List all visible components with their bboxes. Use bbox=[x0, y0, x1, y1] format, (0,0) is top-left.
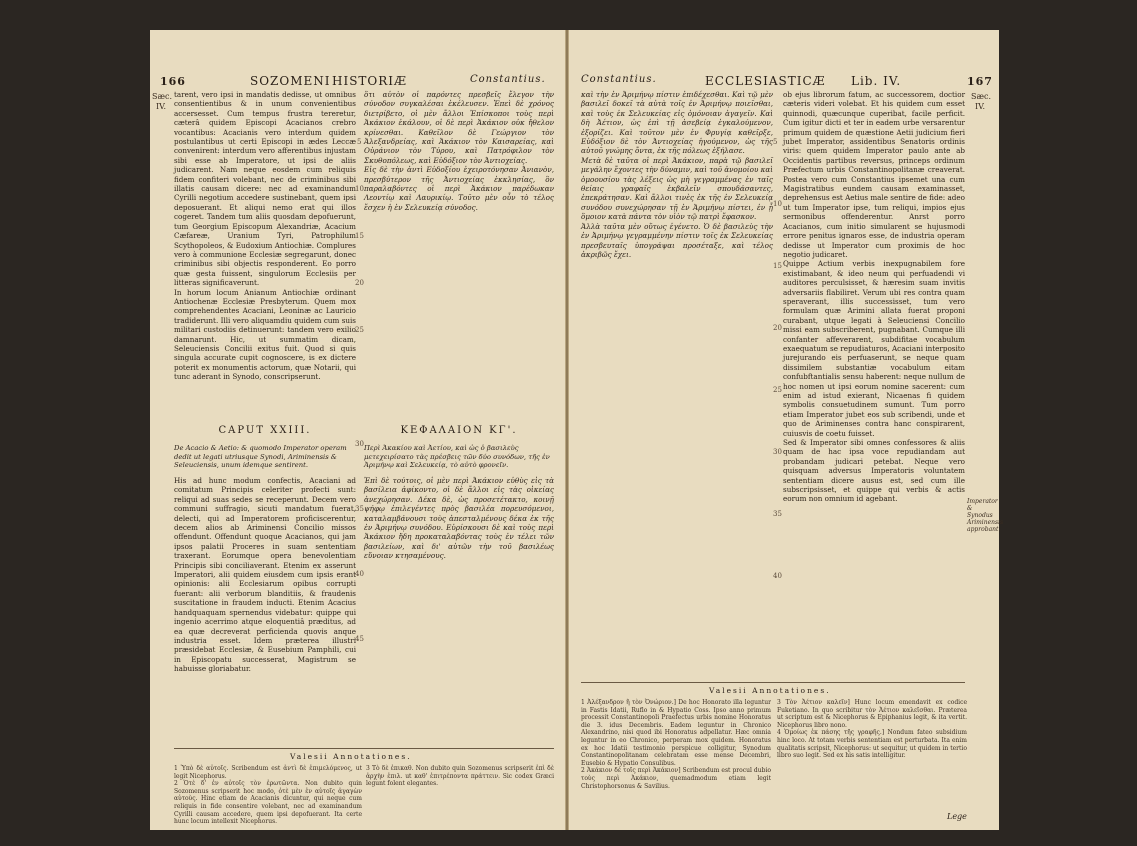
chapter-heading-latin: CAPUT XXIII. bbox=[218, 425, 312, 436]
left-margin-century: IV. bbox=[156, 102, 167, 111]
left-header-title: HISTORIÆ bbox=[332, 74, 408, 88]
chapter-summary-latin: De Acacio & Aetio: & quomodo Imperator operam dedit ut legati utriusque Synodi, Ariminensis & Seleuciensis, unum idemque sentirent. bbox=[174, 444, 347, 470]
right-annotations-column-2 bbox=[777, 699, 967, 819]
left-line-number: 35 bbox=[355, 505, 364, 513]
right-line-number: 5 bbox=[773, 138, 778, 146]
right-line-number: 35 bbox=[773, 510, 782, 518]
right-annotations-column-1 bbox=[581, 699, 771, 819]
right-latin-paragraph-3: Sed & Imperator sibi omnes confessores & aliis quam de hac ipsa voce repudiandam aut probandam judicari petebat. Neque vero quisquam adversus Imperatoris voluntatem sententiam dicere ausus est, sed cum ille subscripsisset, et quippe qui verbis & actis eorum non omnium id agebant. bbox=[783, 438, 965, 504]
right-line-number: 20 bbox=[773, 324, 782, 332]
right-line-number: 15 bbox=[773, 262, 782, 270]
right-header-title: ECCLESIASTICÆ bbox=[705, 74, 826, 88]
left-page bbox=[150, 30, 566, 830]
right-margin-note: Imperator & Synodus Ariminensis approbant. bbox=[967, 498, 1004, 533]
right-annotation-1: 1 Ἀλέξανδρον ἢ τὸν Ὁνώριον.] De hoc Honorato illa leguntur in Fastis Idatii, Ruflo in & Hypatio Coss. Ipso anno primum processit Constantinopoli Praefectus urbis nomine Honoratus die 3. idus Decembris. Eadem leguntur in Chronico Alexandrino, nisi quod ibi Honoratus adpellatur. Hæc omnia leguntur in eo Chronico, perperam mox quidem. Honoratus ex hoc Idatii testimonio perspicue colligitur, Synodum Constantinopolitanam celebratam esse mense Decembri, Eusebio & Hypatio Consulibus. bbox=[581, 699, 771, 767]
right-annotation-3: 3 Τὸν Ἀέτιον καλεῖν] Hunc locum emendavit ex codice Fuketiano. In quo scribitur τὸν Ἀέτιον καλεῖσθαι. Præterea ut scriptum est & Nicephorus & Epiphanius legit, & ita vertit. Nicephorus libro nono. bbox=[777, 699, 967, 729]
right-line-number: 30 bbox=[773, 448, 782, 456]
right-page bbox=[568, 30, 1004, 830]
left-greek-chapter-body bbox=[364, 476, 554, 744]
left-line-number: 40 bbox=[355, 570, 364, 578]
left-line-number: 45 bbox=[355, 635, 364, 643]
right-line-number: 10 bbox=[773, 200, 782, 208]
right-margin-century: IV. bbox=[975, 102, 986, 111]
left-line-number: 20 bbox=[355, 279, 364, 287]
right-greek-paragraph-3: Ἀλλὰ ταῦτα μὲν οὕτως ἐγένετο. Ὁ δὲ βασιλεὺς τὴν ἐν Ἀριμήνῳ γεγραμμένην πίστιν τοῖς ἐκ Σελευκείας πρεσβευταῖς ὑπογράψαι προσέταξε, καὶ τέλος ἀκριβῶς ἔχει. bbox=[581, 221, 773, 259]
left-header-running: Constantius. bbox=[470, 74, 546, 85]
right-latin-paragraph-1: ob ejus librorum fatum, ac successorem, doctior cæteris videri volebat. Et his quidem cum esset quinnodi, quæcunque cuperibat, facile perficit. Cum igitur dicti et ter in eadem urbe versarentur primum quidem de quæstione Aetii judicium fieri jubet Imperator, assidentibus Senatoris ordinis viris: quem quidem Imperator paulo ante ab Occidentis partibus reversus, princeps ordinum Præfectum urbis Constantinopolitanæ creaverat. Postea vero cum Constantius ipsemet una cum Magistratibus eundem causam examinasset, deprehensus est Aetius male sentire de fide: adeo ut tum Imperator ipse, tum reliqui, impios ejus sermonibus offenderentur. Anrst porro Acacianos, cum initio simularent se hujusmodi errore penitus ignaros esse, de industria operam dedisse ut Imperator cum proximis de hoc negotio judicaret. bbox=[783, 90, 965, 259]
right-header-lib: Lib. IV. bbox=[851, 74, 902, 88]
right-line-number: 25 bbox=[773, 386, 782, 394]
left-line-number: 30 bbox=[355, 440, 364, 448]
left-greek-column bbox=[364, 90, 554, 420]
left-annotations-rule bbox=[174, 748, 554, 749]
right-latin-paragraph-2: Quippe Actium verbis inexpugnabilem fore existimabant, & ideo neum qui perfuadendi vi auditores perculsisset, & hæresim suam invitis adversariis flabiliret. Verum ubi res contra quam speraverant, illis successisset, tum vero formulam quæ Arimini allata fuerat proponi curabant, utque legati à Seleuciensi Concilio missi eam subscriberent, pugnabant. Cumque illi confanter affeverarent, subdifitae vocabulum exaequatum se repudiaturos, Acaciani interposito jurejurando eis perfuaserunt, se neque quam dissimilem substantiæ vocabulum eitam confubftantialis sensu haberent: neque nullum de hoc nomen ut ipsi eorum nomine sacerent: cum enim ad istud exierant, Nicaenas fi quidem symbolis consuetudinem sumunt. Tum porro etiam Imperator jubet eos sub scribendi, unde et quo de Ariminenses contra hanc conspirarent, cuiusvis de coetu fuisset. bbox=[783, 259, 965, 438]
right-catchword: Lege bbox=[947, 812, 967, 821]
left-line-number: 5 bbox=[357, 138, 362, 146]
right-margin-saec: Sæc. bbox=[971, 92, 992, 101]
left-annotations-column-1 bbox=[174, 765, 362, 825]
left-latin-chapter-paragraph: His ad hunc modum confectis, Acaciani ad comitatum Principis celeriter profecti sunt: reliqui ad suas sedes se receperunt. Decem vero communi suffragio, sicuti mandatum fuerat, delecti, qui ad Imperatorem proficiscerentur, decem alios ab Ariminensi Concilio missos offendunt. Offendunt quoque Acacianos, qui jam ipsos palatii Proceres in suam sententiam traxerant. Eorumque opera benevolentiam Principis sibi conciliaverant. Etenim ex asserunt Imperatori, alii quidem eiusdem cum ipsis erant opinionis: alii Ecclesiarum opibus corrupti fuerant: alii verborum blanditiis, & fraudenis suscitatione in fraudem inducti. Etenim Acacius handquaquam spernendus videbatur: quippe qui ingenio acerrimo atque eloquentiâ præditus, ad ea quæ decreverat perficienda quovis anque industria esset. Idem præterea illustri præsidebat Ecclesiæ, & Eusebium Pamphili, cui in Episcopatu successerat, Magistrum se habuisse gloriabatur. bbox=[174, 476, 356, 674]
right-annotation-2: 2 Ἀκάκιον δὲ τοῖς περὶ Ἀκάκιον] Scribendum est procul dubio τοὺς περὶ Ἀκάκιον, quemadmodum etiam legit Christophorsonus & Savilius. bbox=[581, 767, 771, 790]
left-margin-saec: Sæc. bbox=[152, 92, 173, 101]
right-page-number: 167 bbox=[967, 75, 993, 88]
left-annotation-2: 2 Ὁτὲ δ' ἐν αὐτοῖς τὸν ἐρωτῶντα. Non dubito quin Sozomenus scripserit hoc modo, ὁτὲ μὲν ἐν αὐτοῖς ἀγαγὼν αὐτοὺς. Hinc etiam de Acacianis dicuntur, qui neque cum reliquis in fide consentire volebant, nec ad examinandum Cyrilli causam accedere, quem ipsi depofuerant. Ita certe hunc locum intellexit Nicephorus. bbox=[174, 780, 362, 826]
right-annotations-rule bbox=[581, 682, 965, 683]
left-annotation-1: 1 Ὑπὸ δὲ αὐτοῖς. Scribendum est ἀντὶ δὲ ἐπιμελόμενος, ut legit Nicephorus. bbox=[174, 765, 362, 780]
right-line-number: 40 bbox=[773, 572, 782, 580]
right-latin-column bbox=[783, 90, 965, 680]
left-annotations-column-2 bbox=[366, 765, 554, 825]
left-latin-paragraph-2: In horum locum Anianum Antiochiæ ordinant Antiochenæ Ecclesiæ Presbyterum. Quem mox comprehendentes Acaciani, Leoninæ ac Lauricio tradiderunt. Illi vero aliquamdiu quidem cum suis militari custodiis detinuerunt: tandem vero exilio damnarunt. Hic, ut summatim dicam, Seleuciensis Concilii exitus fuit. Quod si quis singula accurate cupit cognoscere, is ex dictere poterit ex monumentis actorum, quæ Notarii, qui tunc aderant in Synodo, conscripserunt. bbox=[174, 287, 356, 382]
right-greek-paragraph-2: Μετὰ δὲ ταῦτα οἱ περὶ Ἀκάκιον, παρὰ τῷ βασιλεῖ μεγάλην ἔχοντες τὴν δύναμιν, καὶ τοῦ ἀνομοίου καὶ ὁμοουσίου τὰς λέξεις ὡς μὴ γεγραμμένας ἐν ταῖς θείαις γραφαῖς ἐκβαλεῖν σπουδάσαντες, ἐπεκράτησαν. Καὶ ἄλλοι τινὲς ἐκ τῆς ἐν Σελευκείᾳ συνόδου συνεχώρησαν τῇ ἐν Ἀριμήνῳ πίστει, ἐν ᾗ ὅμοιον κατὰ πάντα τὸν υἱὸν τῷ πατρὶ ἔφασκον. bbox=[581, 155, 773, 222]
left-annotation-3: 3 Τὸ δὲ ἐπικαθ. Non dubito quin Sozomenus scripserit ἐπὶ δὲ ἀρχὴν ἐπιλ. ut καθ' ἐπιτρέποντα πράττειν. Sic codex Græci legunt folent elegantes. bbox=[366, 765, 554, 788]
chapter-summary-greek: Περὶ Ἀκακίου καὶ Ἀετίου, καὶ ὡς ὁ βασιλεὺς μετεχειρίσατο τὰς πρέσβεις τῶν δύο συνόδων, τῆς ἐν Ἀριμήνῳ καὶ Σελευκείᾳ, τὸ αὐτὸ φρονεῖν. bbox=[364, 444, 550, 470]
right-header-running: Constantius. bbox=[581, 74, 657, 85]
right-annotations-heading: Valesii Annotationes. bbox=[709, 686, 831, 695]
left-latin-paragraph-1: tarent, vero ipsi in mandatis dedisse, ut omnibus consentientibus & in unum convenientibus accersesset. Cum tempus frustra tereretur, cæterâ quidem Episcopi Acacianos crebro vocantibus: Acacianis vero interdum quidem postulantibus ut certi Episcopi in ædes Leccæ convenirent: interdum vero afferentibus injustam sibi esse ab Imperatore, ut ipsi de aliis judicarent. Nam neque eosdem cum reliquis fidem confiteri volebant, nec de criminibus sibi illatis causam dicere: nec ad examinandum Cyrilli negotium accedere sustinebant, quem ipsi deposuerant. Et aliqui nemo erat qui illos cogeret. Tandem tum aliis quosdam depofuerunt, tum Georgium Episcopum Alexandriæ, Acacium Cæfareæ, Uranium Tyri, Patrophilum Scythopoleos, & Eudoxium Antiochiæ. Complures vero à communione Ecclesiæ segregarunt, donec criminibus sibi objectis responderent. Eo porro quæ gesta fuissent, singulorum Ecclesiis per litteras significaverunt. bbox=[174, 90, 356, 288]
left-page-number: 166 bbox=[160, 75, 186, 88]
left-annotations-heading: Valesii Annotationes. bbox=[290, 752, 412, 761]
right-annotation-4: 4 Ὁμοίως ἐκ πάσης τῆς γραφῆς.] Nondum fateo subsidium hinc loco. At totam verbis sententiam est perturbata. Ita enim qualitatis scripsit, Nicephorus: ut sequitur, ut quidem in tertio libro suo legit. Sed ex his satis intelligitur. bbox=[777, 729, 967, 760]
left-line-number: 10 bbox=[355, 185, 364, 193]
left-greek-paragraph-2: Εἰς δὲ τὴν ἀντὶ Εὐδοξίου ἐχειροτόνησαν Ἀνιανὸν, πρεσβύτερον τῆς Ἀντιοχείας ἐκκλησίας, ὃν παραλαβόντες οἱ περὶ Ἀκάκιον παρέδωκαν Λεοντίῳ καὶ Λαυρικίῳ. Τοῦτο μὲν οὖν τὸ τέλος ἔσχεν ἡ ἐν Σελευκείᾳ σύνοδος. bbox=[364, 165, 554, 212]
left-line-number: 15 bbox=[355, 232, 364, 240]
right-greek-paragraph-1: καὶ τὴν ἐν Ἀριμήνῳ πίστιν ἐπιδέχεσθαι. Καὶ τῷ μὲν βασιλεῖ δοκεῖ τὰ αὐτὰ τοῖς ἐν Ἀριμήνῳ ποιεῖσθαι, καὶ τοὺς ἐκ Σελευκείας εἰς ὁμόνοιαν ἀγαγεῖν. Καὶ δὴ Ἀέτιον, ὡς ἐπὶ τῇ ἀσεβείᾳ ἐγκαλούμενον, ἐξορίζει. Καὶ τοῦτον μὲν ἐν Φρυγίᾳ καθεῖρξε, Εὐδόξιον δὲ τὸν Ἀντιοχείας ἡγούμενον, ὡς τῆς αὐτοῦ γνώμης ὄντα, ἐκ τῆς πόλεως ἐξήλασε. bbox=[581, 90, 773, 156]
left-greek-chapter-paragraph: Ἐπὶ δὲ τούτοις, οἱ μὲν περὶ Ἀκάκιον εὐθὺς εἰς τὰ βασίλεια ἀφίκοντο, οἱ δὲ ἄλλοι εἰς τὰς οἰκείας ἀνεχώρησαν. Δέκα δὲ, ὡς προσετέτακτο, κοινῇ ψήφῳ ἐπιλεγέντες πρὸς βασιλέα πορευσόμενοι, καταλαμβάνουσι τοὺς ἀπεσταλμένους δέκα ἐκ τῆς ἐν Ἀριμήνῳ συνόδου. Εὑρίσκουσι δὲ καὶ τοὺς περὶ Ἀκάκιον ἤδη προκαταλαβόντας τοὺς ἐν τέλει τῶν βασιλείων, καὶ δι' αὐτῶν τὴν τοῦ βασιλέως εὔνοιαν κτησαμένους. bbox=[364, 476, 554, 561]
left-header-author: SOZOMENI bbox=[250, 74, 331, 88]
left-latin-column bbox=[174, 90, 356, 420]
left-greek-paragraph-1: ὅτι αὐτὸν οἱ παρόντες πρεσβεῖς ἔλεγον τὴν σύνοδον συγκαλέσαι ἐκέλευσεν. Ἐπεὶ δὲ χρόνος διετρίβετο, οἱ μὲν ἄλλοι Ἐπίσκοποι τοὺς περὶ Ἀκάκιον ἐκάλουν, οἱ δὲ περὶ Ἀκάκιον οὐκ ἤθελον κρίνεσθαι. Καθεῖλον δὲ Γεώργιον τὸν Ἀλεξανδρείας, καὶ Ἀκάκιον τὸν Καισαρείας, καὶ Οὐράνιον τὸν Τύρου, καὶ Πατρόφιλον τὸν Σκυθοπόλεως, καὶ Εὐδόξιον τὸν Ἀντιοχείας. bbox=[364, 90, 554, 165]
left-latin-chapter-body bbox=[174, 476, 356, 744]
chapter-heading-greek: ΚΕΦΑΛΑΙΟΝ ΚΓ'. bbox=[400, 425, 518, 436]
right-greek-column bbox=[581, 90, 773, 680]
left-line-number: 25 bbox=[355, 326, 364, 334]
